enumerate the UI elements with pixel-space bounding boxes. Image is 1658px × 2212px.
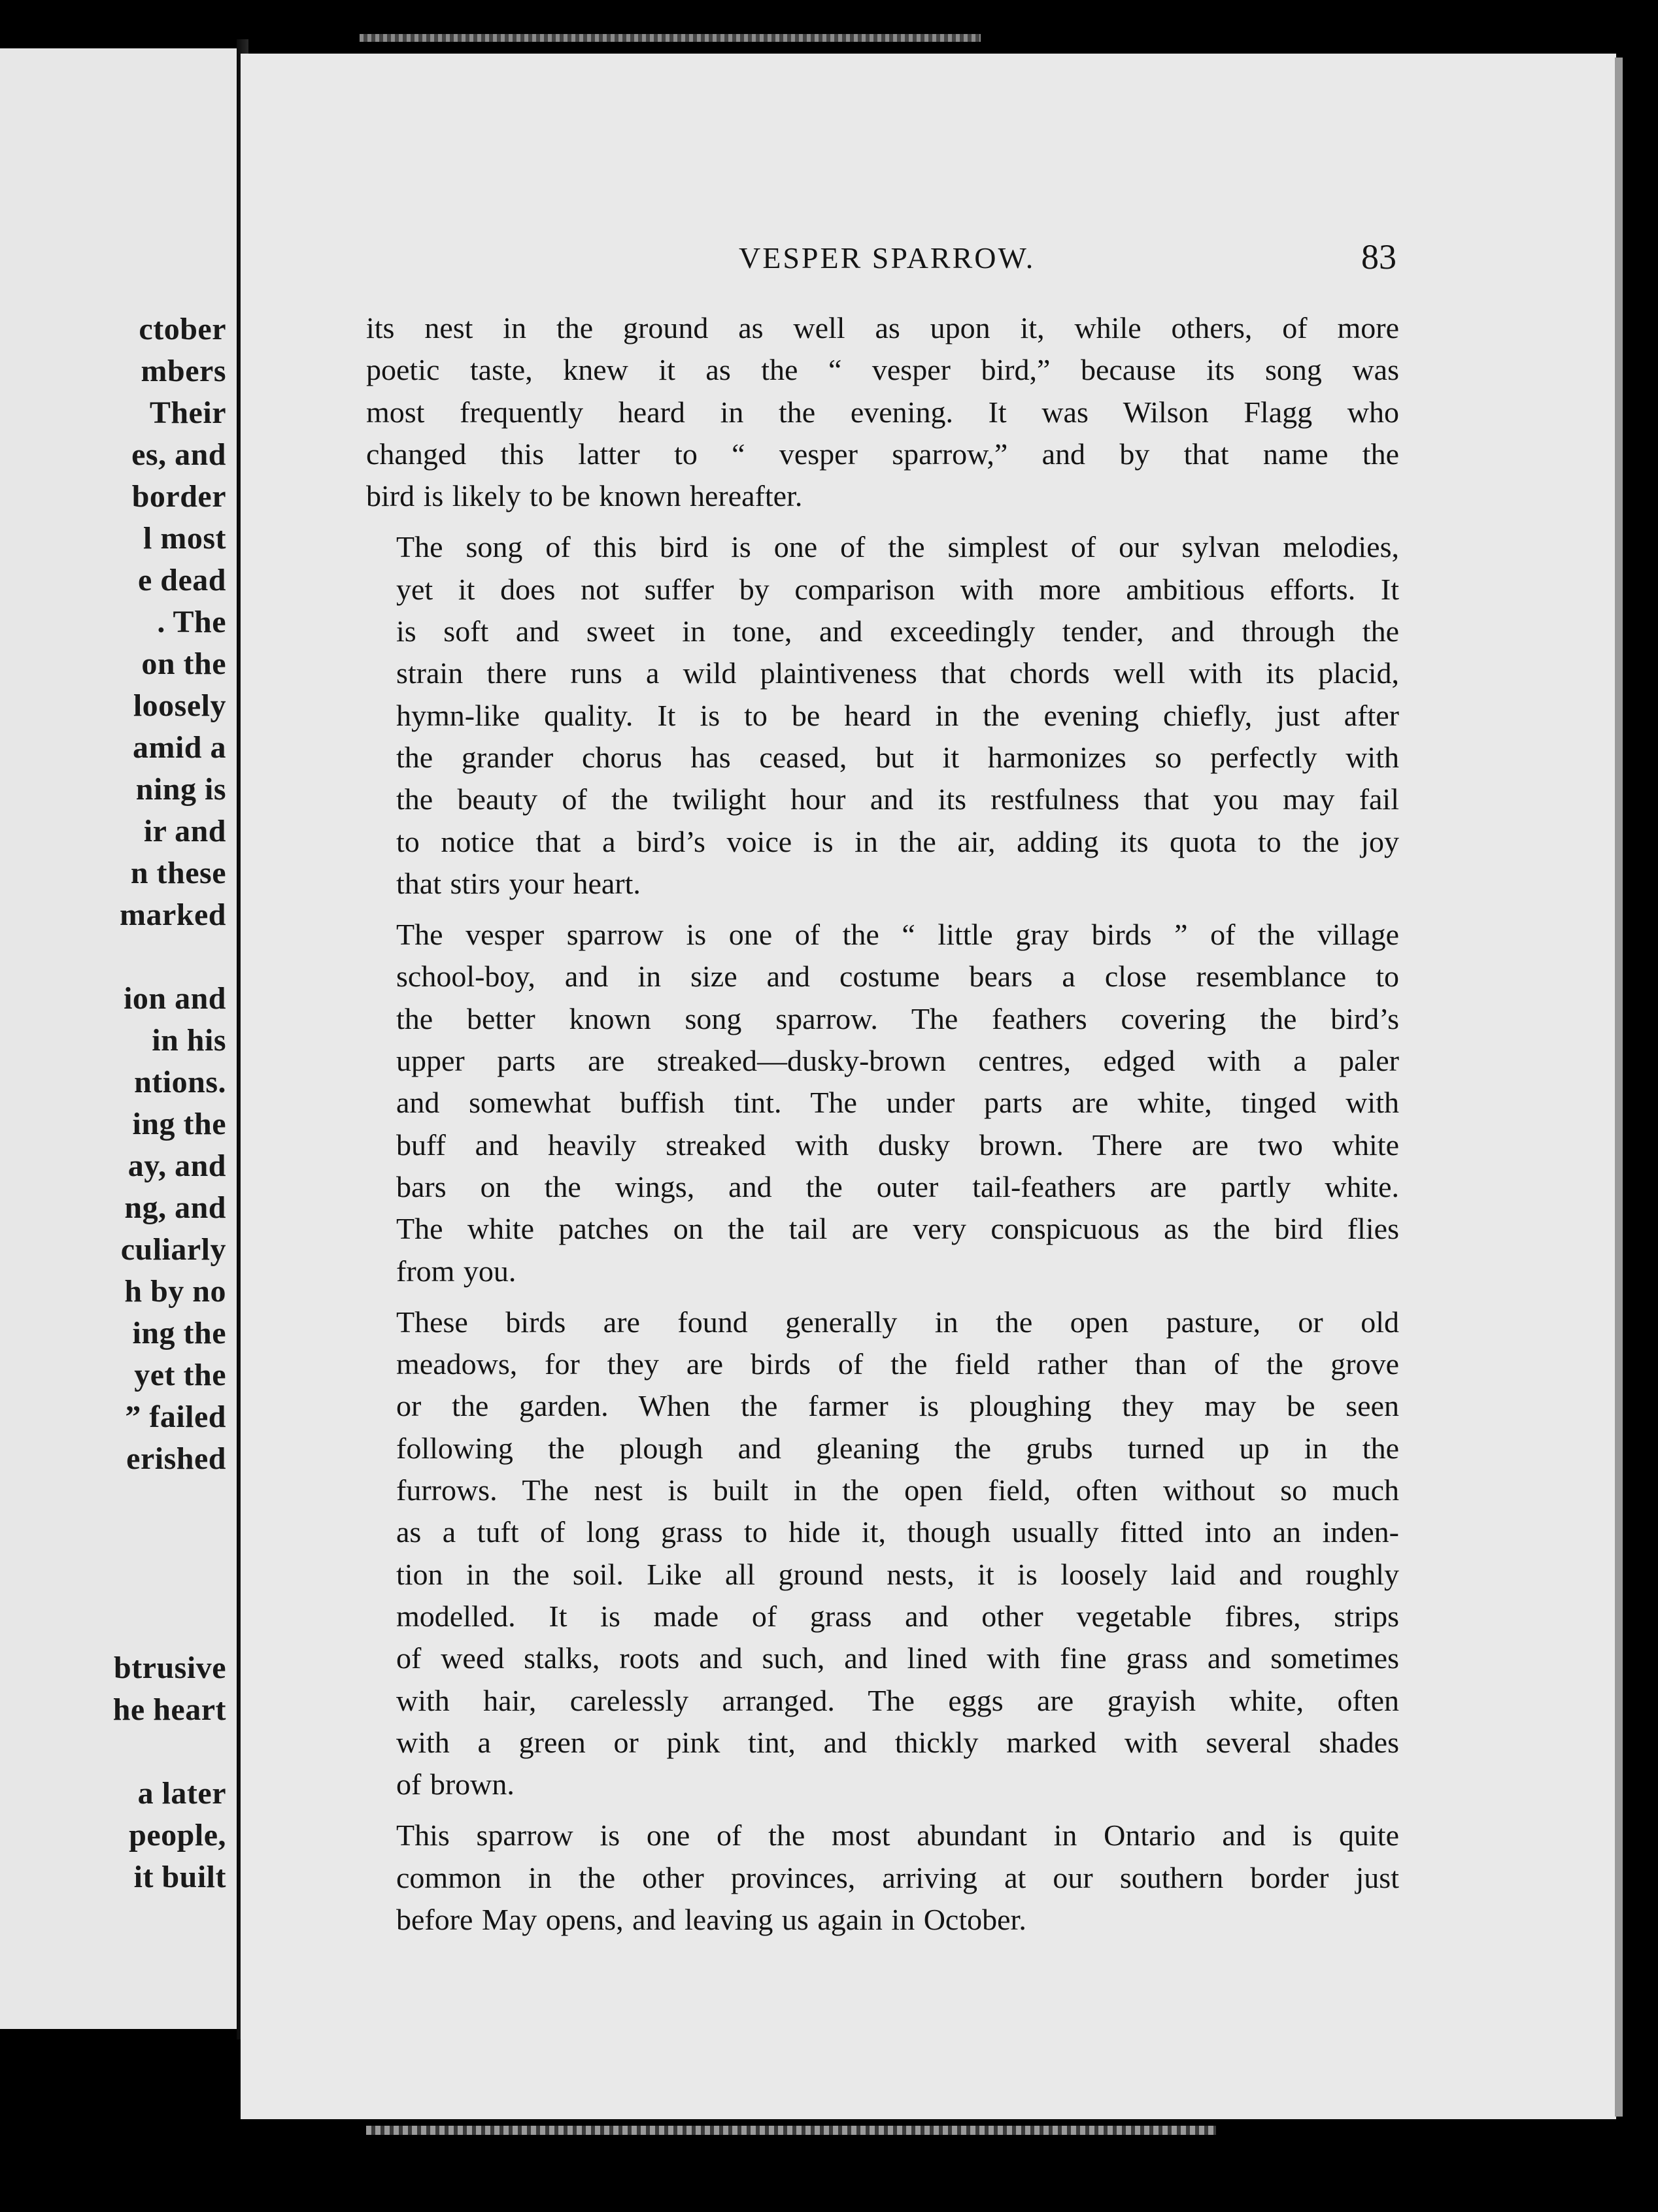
facing-page-line: amid a bbox=[132, 730, 226, 765]
facing-page-fragment bbox=[0, 48, 241, 2029]
page-edge bbox=[1615, 58, 1623, 2117]
text-line: upper parts are streaked—dusky-brown centres, edged with a paler bbox=[396, 1044, 1399, 1078]
facing-page-line: ir and bbox=[143, 814, 226, 848]
text-line: or the garden. When the farmer is ploughing they may be seen bbox=[396, 1389, 1399, 1423]
text-line: that stirs your heart. bbox=[396, 866, 641, 900]
page-number: 83 bbox=[1361, 237, 1396, 276]
facing-page-line: l most bbox=[143, 521, 226, 556]
top-scan-edge bbox=[360, 34, 981, 42]
facing-page-line: ning is bbox=[135, 772, 226, 807]
facing-page-line: loosely bbox=[133, 688, 226, 723]
facing-page-line: ion and bbox=[124, 981, 226, 1016]
text-line: most frequently heard in the evening. It was Wilson Flagg who bbox=[366, 395, 1399, 429]
facing-page-line: culiarly bbox=[120, 1232, 226, 1267]
text-line: from you. bbox=[396, 1254, 516, 1288]
text-line: modelled. It is made of grass and other vegetable fibres, strips bbox=[396, 1599, 1399, 1633]
text-line: the grander chorus has ceased, but it harmonizes so perfectly with bbox=[396, 740, 1399, 774]
text-line: to notice that a bird’s voice is in the air, adding its quota to the joy bbox=[396, 824, 1399, 858]
text-line: strain there runs a wild plaintiveness that chords well with its placid, bbox=[396, 656, 1399, 690]
text-line: poetic taste, knew it as the “ vesper bird,” because its song was bbox=[366, 353, 1399, 387]
facing-page-line: ntions. bbox=[134, 1065, 226, 1099]
text-line: changed this latter to “ vesper sparrow,” and by that name the bbox=[366, 437, 1399, 471]
text-line: of weed stalks, roots and such, and lined with fine grass and sometimes bbox=[396, 1641, 1399, 1675]
facing-page-line: ctober bbox=[139, 312, 226, 346]
facing-page-line: ing the bbox=[132, 1107, 226, 1141]
facing-page-line: marked bbox=[120, 897, 226, 932]
text-line: the better known song sparrow. The feathers covering the bird’s bbox=[396, 1001, 1399, 1035]
text-line: meadows, for they are birds of the field rather than of the grove bbox=[396, 1347, 1399, 1381]
text-line: with hair, carelessly arranged. The eggs are grayish white, often bbox=[396, 1683, 1399, 1717]
text-line: following the plough and gleaning the grubs turned up in the bbox=[396, 1431, 1399, 1465]
text-line: before May opens, and leaving us again in October. bbox=[396, 1902, 1026, 1936]
facing-page-line: on the bbox=[141, 646, 226, 681]
text-line: bird is likely to be known hereafter. bbox=[366, 479, 803, 513]
running-head: VESPER SPARROW. bbox=[739, 241, 1036, 275]
text-line: The song of this bird is one of the simplest of our sylvan melodies, bbox=[396, 530, 1399, 564]
text-line: school-boy, and in size and costume bears a close resemblance to bbox=[396, 960, 1399, 994]
paragraph bbox=[366, 526, 1399, 905]
text-line: the beauty of the twilight hour and its restfulness that you may fail bbox=[396, 782, 1399, 816]
facing-page-line: mbers bbox=[141, 354, 226, 388]
facing-page-line: . The bbox=[157, 605, 226, 639]
facing-page-line: border bbox=[131, 479, 226, 514]
text-line: bars on the wings, and the outer tail-feathers are partly white. bbox=[396, 1169, 1399, 1203]
text-line: hymn-like quality. It is to be heard in the evening chiefly, just after bbox=[396, 698, 1399, 732]
facing-page-line: a later bbox=[137, 1776, 226, 1811]
bottom-scan-edge bbox=[366, 2126, 1216, 2135]
text-line: as a tuft of long grass to hide it, though usually fitted into an inden- bbox=[396, 1515, 1399, 1549]
text-line: This sparrow is one of the most abundant in Ontario and is quite bbox=[396, 1818, 1399, 1852]
facing-page-line: es, and bbox=[131, 437, 226, 472]
facing-page-line: in his bbox=[152, 1023, 226, 1058]
facing-page-line: btrusive bbox=[114, 1651, 226, 1685]
facing-page-line: h by no bbox=[124, 1274, 226, 1309]
text-line: its nest in the ground as well as upon it, while others, of more bbox=[366, 311, 1399, 344]
facing-page-line: it built bbox=[133, 1860, 226, 1894]
text-line: common in the other provinces, arriving at our southern border just bbox=[396, 1860, 1399, 1894]
text-line: is soft and sweet in tone, and exceedingly tender, and through the bbox=[396, 614, 1399, 648]
paragraph bbox=[366, 1301, 1399, 1806]
paragraph bbox=[366, 307, 1399, 517]
paragraph bbox=[366, 1815, 1399, 1941]
facing-page-line: people, bbox=[129, 1818, 226, 1852]
facing-page-line: e dead bbox=[138, 563, 226, 597]
text-line: of brown. bbox=[396, 1768, 515, 1801]
facing-page-line: ing the bbox=[132, 1316, 226, 1350]
facing-page-line: yet the bbox=[134, 1358, 226, 1392]
text-line: yet it does not suffer by comparison with more ambitious efforts. It bbox=[396, 572, 1399, 606]
facing-page-line: ng, and bbox=[124, 1190, 226, 1225]
facing-page-line: he heart bbox=[112, 1692, 226, 1727]
facing-page-line: ay, and bbox=[127, 1148, 226, 1183]
facing-page-line: ” failed bbox=[125, 1399, 226, 1434]
facing-page-line: Their bbox=[149, 395, 226, 430]
paragraph bbox=[366, 914, 1399, 1292]
text-line: buff and heavily streaked with dusky brown. There are two white bbox=[396, 1128, 1399, 1162]
text-line: These birds are found generally in the open pasture, or old bbox=[396, 1305, 1399, 1339]
text-line: and somewhat buffish tint. The under parts are white, tinged with bbox=[396, 1086, 1399, 1120]
text-line: The white patches on the tail are very conspicuous as the bird flies bbox=[396, 1212, 1399, 1246]
text-line: The vesper sparrow is one of the “ little gray birds ” of the village bbox=[396, 918, 1399, 952]
text-line: furrows. The nest is built in the open field, often without so much bbox=[396, 1473, 1399, 1507]
text-line: tion in the soil. Like all ground nests, it is loosely laid and roughly bbox=[396, 1557, 1399, 1591]
facing-page-line: n these bbox=[130, 856, 226, 890]
facing-page-line: erished bbox=[126, 1441, 226, 1476]
body-text bbox=[366, 307, 1399, 1950]
text-line: with a green or pink tint, and thickly marked with several shades bbox=[396, 1725, 1399, 1759]
